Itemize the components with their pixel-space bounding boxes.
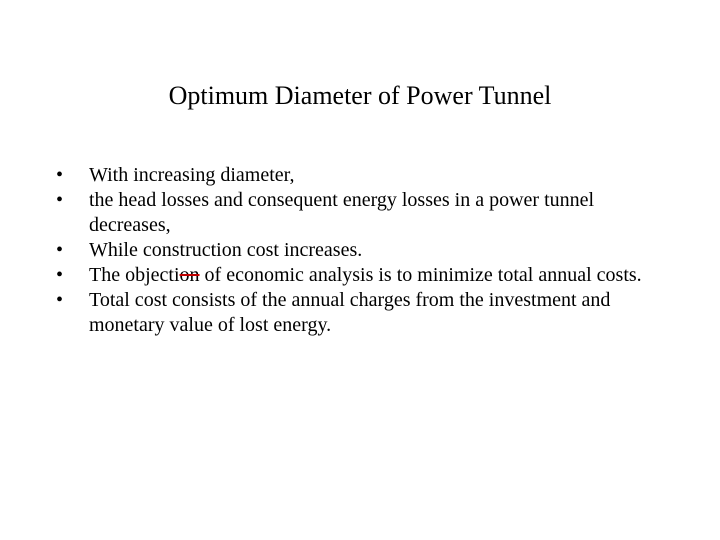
bullet-item <box>54 238 674 263</box>
bullet-item <box>54 188 674 238</box>
bullet-icon: • <box>56 164 64 186</box>
bullet-text <box>89 264 642 286</box>
bullet-list <box>54 163 674 338</box>
bullet-icon: • <box>56 289 64 311</box>
bullet-item <box>54 163 674 188</box>
bullet-icon: • <box>56 264 64 286</box>
slide-title: Optimum Diameter of Power Tunnel <box>168 81 552 110</box>
bullet-icon: • <box>56 239 64 261</box>
bullet-text: Total cost consists of the annual charges from the investment and monetary value of lost energy. <box>89 289 611 336</box>
bullet-text-after: of economic analysis is to minimize total annual costs. <box>199 264 642 286</box>
bullet-text-before: The objecti <box>89 264 180 286</box>
bullet-item <box>54 263 674 288</box>
bullet-icon: • <box>56 189 64 211</box>
bullet-text: With increasing diameter, <box>89 164 295 186</box>
bullet-text: While construction cost increases. <box>89 239 363 261</box>
bullet-text: the head losses and consequent energy losses in a power tunnel decreases, <box>89 189 595 236</box>
bullet-item <box>54 288 674 338</box>
struck-text: on <box>179 264 200 286</box>
